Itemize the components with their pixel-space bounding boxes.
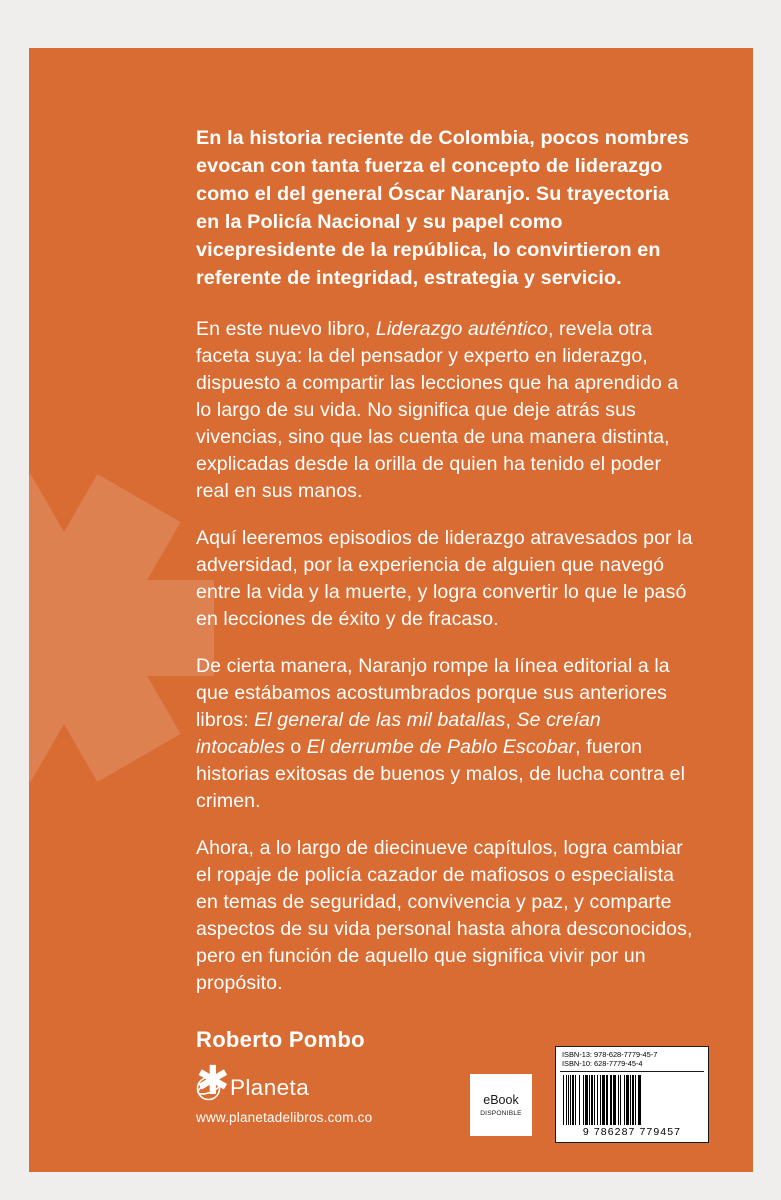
p4-part-c: o [284, 736, 307, 758]
ebook-available-badge [470, 1074, 532, 1136]
p4-title-italic-1: El general de las mil batallas [254, 709, 506, 731]
blurb-paragraph-3: Aquí leeremos episodios de liderazgo atravesados por la adversidad, por la experiencia de alguien que navegó entre la vida y la muerte, y logra convertir lo que le pasó en lecciones de éxito y de fracaso. [196, 527, 693, 630]
asterisk-icon: ✱ [196, 1058, 230, 1104]
publisher-block [196, 1075, 372, 1125]
p2-part-b: , revela otra faceta suya: la del pensador y experto en liderazgo, dispuesto a compartir las lecciones que ha aprendido a lo largo de su vida. No significa que deje atrás sus vivencias, sino que las cuenta de una manera distinta, explicadas desde la orilla de quien ha tenido el poder real en sus manos. [196, 318, 679, 502]
isbn13-line: ISBN-13: 978-628-7779-45-7 [562, 1049, 658, 1059]
isbn-barcode-box [555, 1046, 709, 1143]
p2-part-a: En este nuevo libro, [196, 318, 376, 340]
barcode-bars [560, 1075, 704, 1125]
p4-title-italic-2: Se creían intocables [196, 709, 601, 758]
p4-part-b: , [505, 709, 517, 731]
ebook-badge-line2: DISPONIBLE [480, 1110, 522, 1117]
blurb-paragraph-lead: En la historia reciente de Colombia, pocos nombres evocan con tanta fuerza el concepto de liderazgo como el del general Óscar Naranjo. Su trayectoria en la Policía Nacional y su papel como vicepresidente de la república, lo convirtieron en referente de integridad, estrategia y servicio. [196, 127, 690, 289]
isbn-text [560, 1050, 704, 1072]
p2-title-italic: Liderazgo auténtico [375, 318, 548, 340]
p4-title-italic-3: El derrumbe de Pablo Escobar [306, 736, 576, 758]
publisher-name: Planeta [230, 1075, 310, 1100]
p4-part-a: De cierta manera, Naranjo rompe la línea editorial a la que estábamos acostumbrados porque sus anteriores libros: [196, 655, 670, 731]
p4-part-d: , fueron historias exitosas de buenos y malos, de lucha contra el crimen. [196, 736, 686, 812]
book-back-cover [29, 48, 753, 1172]
blurb-paragraph-2 [196, 316, 694, 505]
isbn10-line: ISBN-10: 628-7779-45-4 [562, 1059, 643, 1069]
blurb-paragraph-5: Ahora, a lo largo de diecinueve capítulos, logra cambiar el ropaje de policía cazador de mafiosos o especialista en temas de seguridad, convivencia y paz, y comparte aspectos de su vida personal hasta ahora desconocidos, pero en función de aquello que significa vivir por un propósito. [196, 837, 693, 994]
ebook-badge-line1: eBook [483, 1093, 519, 1107]
publisher-url: www.planetadelibros.com.co [196, 1110, 373, 1125]
planeta-logo-icon [196, 1076, 221, 1101]
blurb-paragraph-4 [196, 653, 694, 815]
blurb-author: Roberto Pombo [196, 1027, 365, 1052]
barcode-digits: 9 786287 779457 [582, 1126, 682, 1138]
